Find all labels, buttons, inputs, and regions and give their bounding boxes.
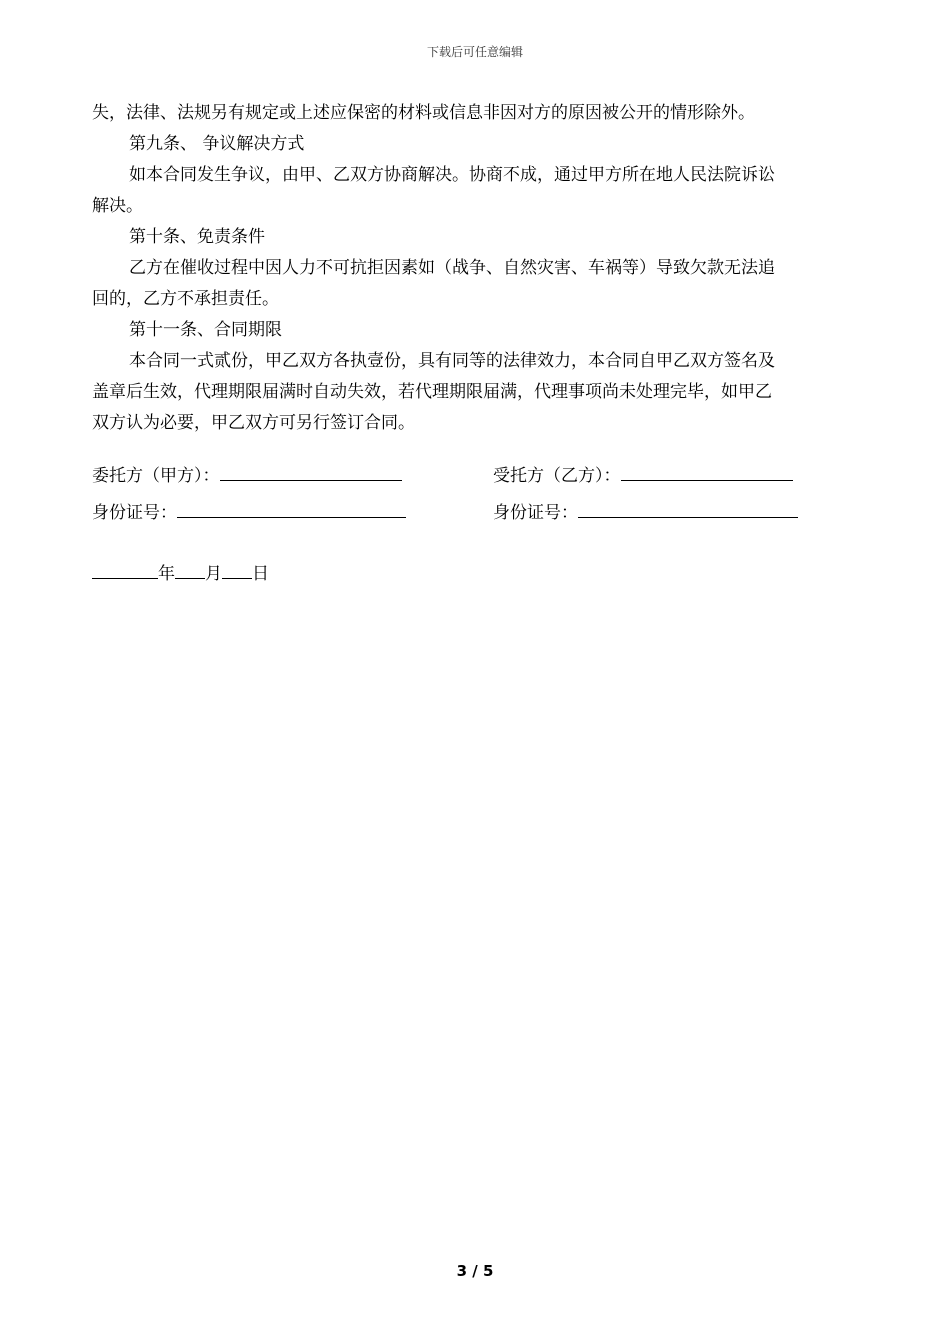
section-heading-9: 第九条、 争议解决方式 — [129, 134, 305, 154]
section-heading-11: 第十一条、合同期限 — [129, 320, 282, 340]
paragraph-line: 乙方在催收过程中因人力不可抗拒因素如（战争、自然灾害、车祸等）导致欠款无法追 — [129, 258, 775, 278]
party-a-signature — [92, 462, 402, 486]
id-a-label: 身份证号： — [92, 503, 177, 523]
party-a-id — [92, 499, 406, 523]
party-b-signature-line[interactable] — [621, 462, 793, 481]
party-a-signature-line[interactable] — [220, 462, 402, 481]
year-label: 年 — [158, 564, 175, 584]
day-label: 日 — [252, 564, 269, 584]
date-line — [92, 560, 269, 586]
paragraph-line: 解决。 — [92, 196, 143, 216]
paragraph-line: 本合同一式贰份，甲乙双方各执壹份，具有同等的法律效力，本合同自甲乙双方签名及 — [129, 351, 775, 371]
party-b-id — [493, 499, 798, 523]
id-b-line[interactable] — [578, 499, 798, 518]
month-label: 月 — [205, 564, 222, 584]
day-blank[interactable] — [222, 560, 252, 579]
page-number: 3 / 5 — [456, 1262, 494, 1280]
paragraph-line: 双方认为必要，甲乙双方可另行签订合同。 — [92, 413, 415, 433]
section-heading-10: 第十条、免责条件 — [129, 227, 265, 247]
paragraph-line: 盖章后生效，代理期限届满时自动失效，若代理期限届满，代理事项尚未处理完毕，如甲乙 — [92, 382, 772, 402]
party-a-label: 委托方（甲方）： — [92, 466, 220, 486]
party-b-label: 受托方（乙方）： — [493, 466, 621, 486]
id-b-label: 身份证号： — [493, 503, 578, 523]
paragraph-line: 回的，乙方不承担责任。 — [92, 289, 279, 309]
id-a-line[interactable] — [177, 499, 406, 518]
year-blank[interactable] — [92, 560, 158, 579]
paragraph-line: 失，法律、法规另有规定或上述应保密的材料或信息非因对方的原因被公开的情形除外。 — [92, 103, 755, 123]
month-blank[interactable] — [175, 560, 205, 579]
contract-body — [92, 98, 860, 439]
page-header: 下载后可任意编辑 — [426, 45, 523, 59]
paragraph-line: 如本合同发生争议，由甲、乙双方协商解决。协商不成，通过甲方所在地人民法院诉讼 — [129, 165, 775, 185]
party-b-signature — [493, 462, 793, 486]
